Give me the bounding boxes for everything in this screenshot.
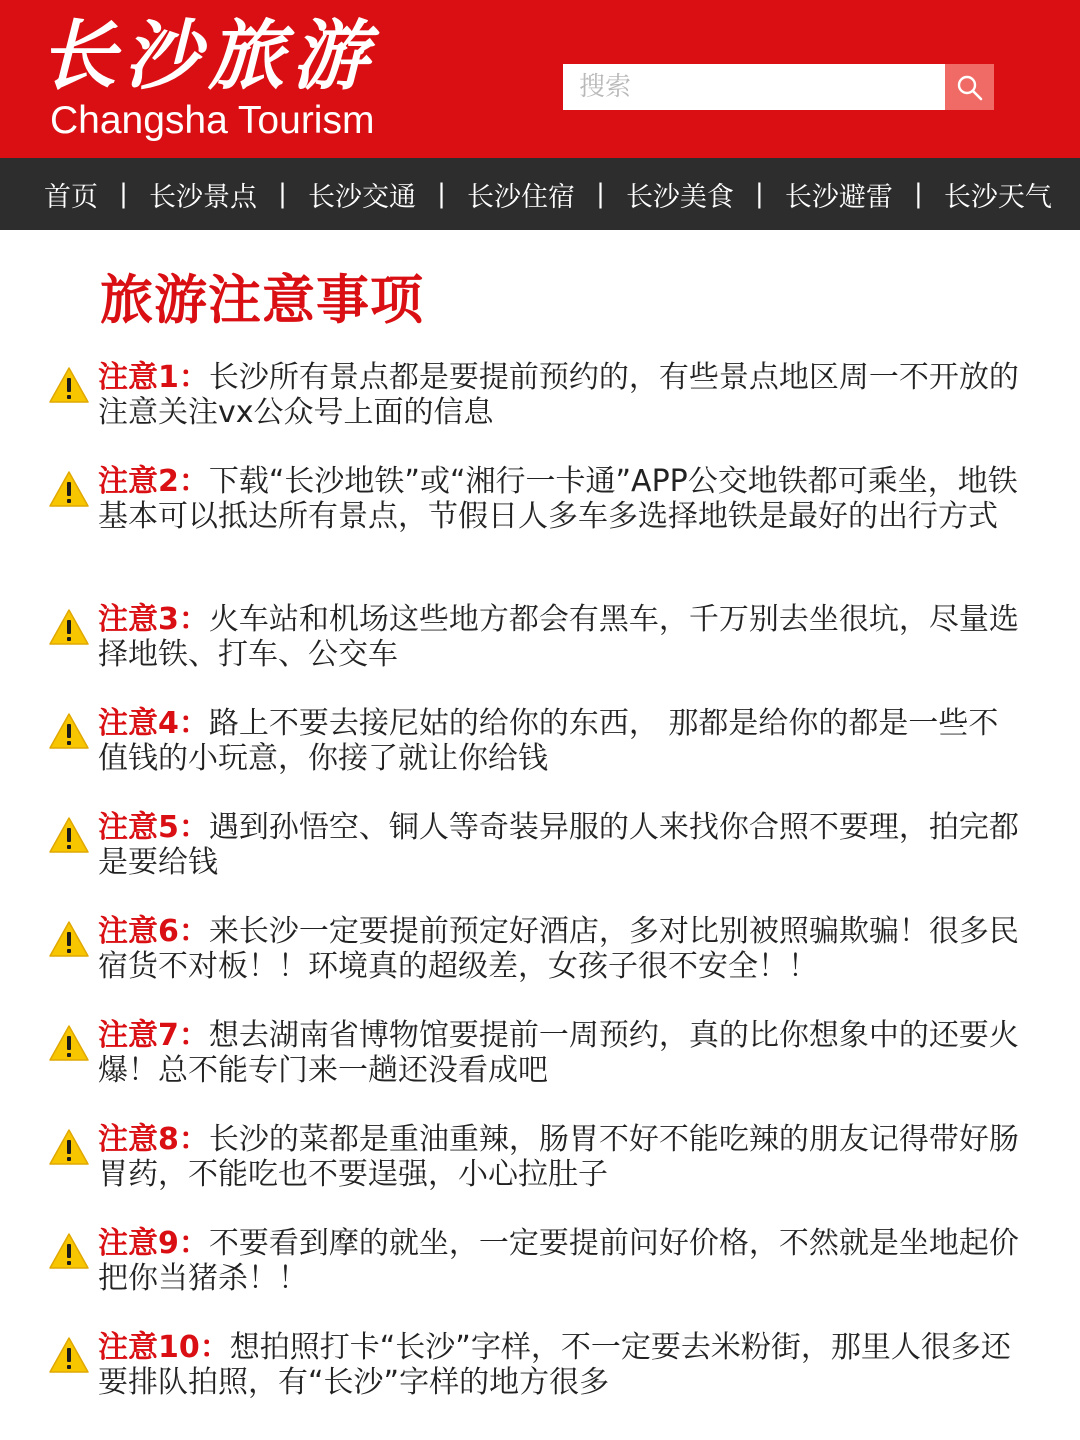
notice-text: [98, 1122, 1028, 1192]
notice-label: 注意9：: [98, 1226, 209, 1261]
notice-text: [98, 914, 1028, 984]
nav-separator: |: [437, 179, 446, 209]
notice-body: 火车站和机场这些地方都会有黑车，千万别去坐很坑，尽量选择地铁、打车、公交车: [98, 602, 1019, 672]
search-icon: [955, 73, 985, 103]
warning-icon: [48, 920, 90, 958]
notice-text: [98, 1330, 1028, 1400]
notice-text: [98, 810, 1028, 880]
notice-body: 长沙的菜都是重油重辣，肠胃不好不能吃辣的朋友记得带好肠胃药，不能吃也不要逞强，小心拉肚子: [98, 1122, 1019, 1192]
search-input[interactable]: 搜索: [563, 64, 945, 110]
nav-separator: |: [596, 179, 605, 209]
site-logo-english: Changsha Tourism: [50, 99, 375, 142]
notice-body: 想拍照打卡“长沙”字样，不一定要去米粉街，那里人很多还要排队拍照，有“长沙”字样的地方很多: [98, 1330, 1011, 1400]
nav-item-weather[interactable]: 长沙天气: [943, 181, 1052, 213]
notice-text: [98, 1018, 1028, 1088]
nav-separator: |: [278, 179, 287, 209]
warning-icon: [48, 1336, 90, 1374]
page-title: 旅游注意事项: [100, 270, 424, 331]
warning-icon: [48, 470, 90, 508]
nav-separator: |: [914, 179, 923, 209]
header-bar: [0, 0, 1080, 158]
warning-icon: [48, 816, 90, 854]
notice-label: 注意5：: [98, 810, 209, 845]
notice-body: 不要看到摩的就坐，一定要提前问好价格，不然就是坐地起价把你当猪杀！！: [98, 1226, 1019, 1296]
notice-body: 来长沙一定要提前预定好酒店，多对比别被照骗欺骗！很多民宿货不对板！！环境真的超级差，女孩子很不安全！！: [98, 914, 1019, 984]
warning-icon: [48, 712, 90, 750]
nav-item-lodging[interactable]: 长沙住宿: [466, 181, 575, 213]
nav-item-attractions[interactable]: 长沙景点: [148, 181, 257, 213]
nav-separator: |: [755, 179, 764, 209]
notice-label: 注意2：: [98, 464, 209, 499]
notice-body: 想去湖南省博物馆要提前一周预约，真的比你想象中的还要火爆！总不能专门来一趟还没看成吧: [98, 1018, 1019, 1088]
site-logo-chinese[interactable]: 长沙旅游: [40, 11, 376, 100]
notice-body: 路上不要去接尼姑的给你的东西， 那都是给你的都是一些不值钱的小玩意，你接了就让你给钱: [98, 706, 999, 776]
notice-label: 注意3：: [98, 602, 209, 637]
nav-item-transport[interactable]: 长沙交通: [307, 181, 416, 213]
warning-icon: [48, 1128, 90, 1166]
notice-label: 注意8：: [98, 1122, 209, 1157]
notice-body: 遇到孙悟空、铜人等奇装异服的人来找你合照不要理，拍完都是要给钱: [98, 810, 1019, 880]
search-button[interactable]: [945, 64, 994, 110]
warning-icon: [48, 366, 90, 404]
notice-text: [98, 602, 1028, 672]
nav-separator: |: [119, 179, 128, 209]
notice-label: 注意6：: [98, 914, 209, 949]
nav-item-food[interactable]: 长沙美食: [625, 181, 734, 213]
notice-body: 下载“长沙地铁”或“湘行一卡通”APP公交地铁都可乘坐，地铁基本可以抵达所有景点，节假日人多车多选择地铁是最好的出行方式: [98, 464, 1018, 534]
nav-item-home[interactable]: 首页: [44, 181, 98, 213]
notice-text: [98, 706, 1028, 776]
notice-label: 注意1：: [98, 360, 209, 395]
nav-item-pitfalls[interactable]: 长沙避雷: [784, 181, 893, 213]
main-nav: [0, 158, 1080, 230]
warning-icon: [48, 608, 90, 646]
warning-icon: [48, 1024, 90, 1062]
notice-label: 注意4：: [98, 706, 209, 741]
notice-text: [98, 360, 1028, 430]
notice-body: 长沙所有景点都是要提前预约的，有些景点地区周一不开放的注意关注vx公众号上面的信息: [98, 360, 1019, 430]
notice-label: 注意10：: [98, 1330, 230, 1365]
notice-text: [98, 1226, 1028, 1296]
notice-text: [98, 464, 1028, 534]
notice-label: 注意7：: [98, 1018, 209, 1053]
warning-icon: [48, 1232, 90, 1270]
